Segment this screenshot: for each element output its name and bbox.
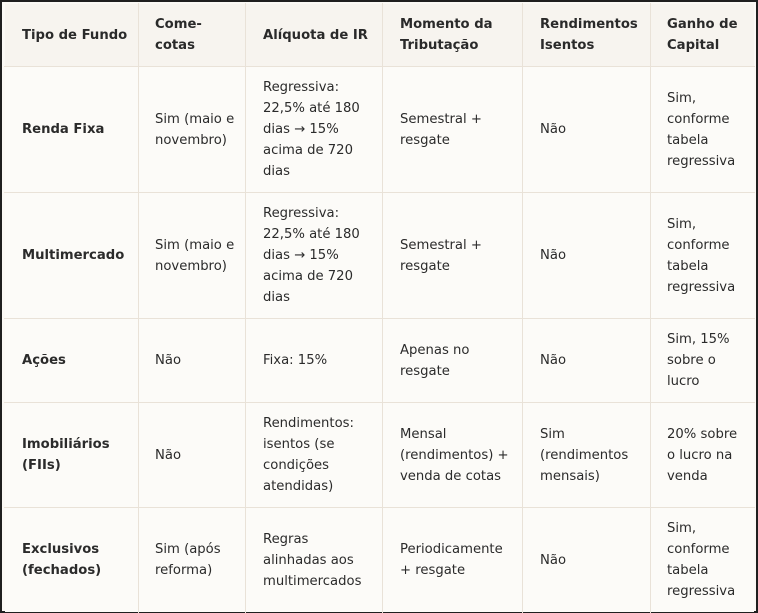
ganho-capital-cell: Sim, conforme tabela regressiva bbox=[651, 193, 755, 319]
table-row-exclusivos bbox=[5, 508, 755, 613]
table-row-multimercado bbox=[5, 193, 755, 319]
isentos-cell: Sim (rendimentos mensais) bbox=[523, 403, 651, 508]
come-cotas-cell: Não bbox=[139, 403, 246, 508]
fund-type-cell: Multimercado bbox=[5, 193, 139, 319]
fund-type-cell: Ações bbox=[5, 319, 139, 403]
aliquota-cell: Regras alinhadas aos multimercados bbox=[246, 508, 383, 613]
column-header-tipo-de-fundo: Tipo de Fundo bbox=[5, 4, 139, 67]
column-header-come-cotas: Come-cotas bbox=[139, 4, 246, 67]
ganho-capital-cell: 20% sobre o lucro na venda bbox=[651, 403, 755, 508]
come-cotas-cell: Sim (maio e novembro) bbox=[139, 193, 246, 319]
table-row-imobiliarios bbox=[5, 403, 755, 508]
fund-type-cell: Imobiliários (FIIs) bbox=[5, 403, 139, 508]
aliquota-cell: Fixa: 15% bbox=[246, 319, 383, 403]
come-cotas-cell: Sim (maio e novembro) bbox=[139, 67, 246, 193]
table-row-renda-fixa bbox=[5, 67, 755, 193]
column-header-rendimentos-isentos: Rendimentos Isentos bbox=[523, 4, 651, 67]
table-row-acoes bbox=[5, 319, 755, 403]
fund-type-cell: Renda Fixa bbox=[5, 67, 139, 193]
aliquota-cell: Regressiva: 22,5% até 180 dias → 15% acima de 720 dias bbox=[246, 193, 383, 319]
isentos-cell: Não bbox=[523, 508, 651, 613]
come-cotas-cell: Sim (após reforma) bbox=[139, 508, 246, 613]
aliquota-cell: Rendimentos: isentos (se condições atendidas) bbox=[246, 403, 383, 508]
column-header-momento-tributacao: Momento da Tributação bbox=[383, 4, 523, 67]
header-row bbox=[5, 4, 755, 67]
momento-cell: Semestral + resgate bbox=[383, 193, 523, 319]
momento-cell: Apenas no resgate bbox=[383, 319, 523, 403]
momento-cell: Periodicamente + resgate bbox=[383, 508, 523, 613]
isentos-cell: Não bbox=[523, 319, 651, 403]
come-cotas-cell: Não bbox=[139, 319, 246, 403]
ganho-capital-cell: Sim, conforme tabela regressiva bbox=[651, 67, 755, 193]
column-header-ganho-de-capital: Ganho de Capital bbox=[651, 4, 755, 67]
ganho-capital-cell: Sim, 15% sobre o lucro bbox=[651, 319, 755, 403]
isentos-cell: Não bbox=[523, 67, 651, 193]
ganho-capital-cell: Sim, conforme tabela regressiva bbox=[651, 508, 755, 613]
column-header-aliquota-ir: Alíquota de IR bbox=[246, 4, 383, 67]
fund-type-cell: Exclusivos (fechados) bbox=[5, 508, 139, 613]
fund-tax-table bbox=[4, 3, 755, 613]
momento-cell: Mensal (rendimentos) + venda de cotas bbox=[383, 403, 523, 508]
isentos-cell: Não bbox=[523, 193, 651, 319]
momento-cell: Semestral + resgate bbox=[383, 67, 523, 193]
aliquota-cell: Regressiva: 22,5% até 180 dias → 15% acima de 720 dias bbox=[246, 67, 383, 193]
